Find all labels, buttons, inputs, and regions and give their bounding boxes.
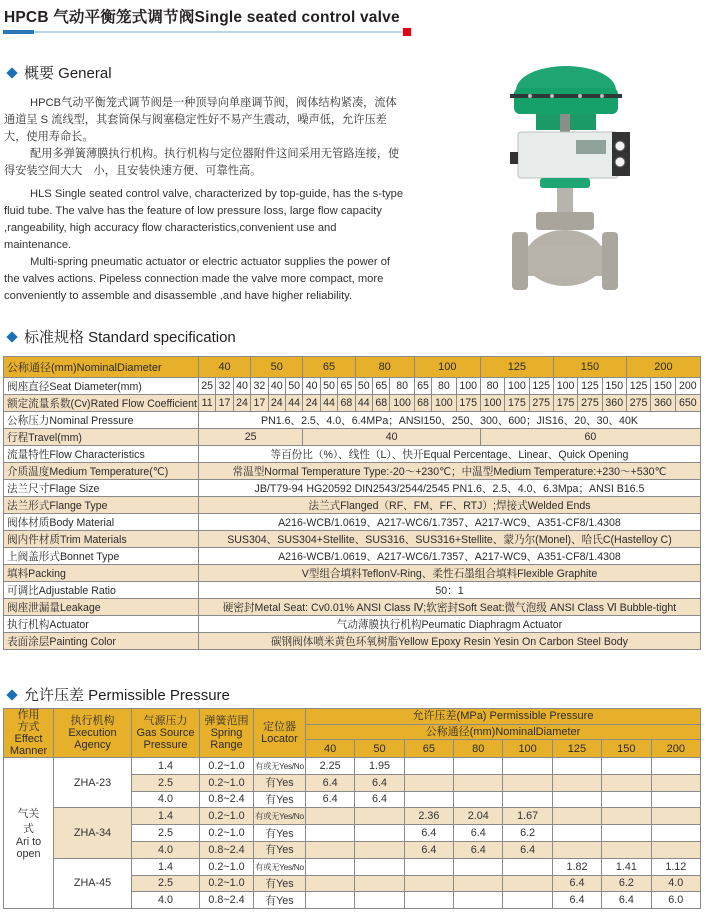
locator-cell: 有或无Yes/No <box>254 858 306 875</box>
cv-cell: 100 <box>390 395 414 412</box>
spec-row-rated-flow <box>4 395 701 412</box>
pressure-value-cell <box>306 858 355 875</box>
cv-cell: 360 <box>651 395 675 412</box>
pressure-value-cell <box>454 758 503 775</box>
cv-cell: 68 <box>338 395 355 412</box>
spec-value: 气动薄膜执行机构Peumatic Diaphragm Actuator <box>198 616 700 633</box>
cv-cell: 68 <box>414 395 431 412</box>
pressure-value-cell: 6.4 <box>552 892 601 909</box>
gas-source-cell: 2.5 <box>132 774 200 791</box>
spec-value: 常温型Normal Temperature Type:-20～+230℃；中温型Medium Temperature:+230～+530℃ <box>198 463 700 480</box>
pressure-value-cell: 1.82 <box>552 858 601 875</box>
diameter-header-cell: 125 <box>552 740 601 758</box>
pressure-value-cell <box>355 875 404 892</box>
pressure-value-cell: 1.41 <box>602 858 651 875</box>
pressure-value-cell <box>404 774 453 791</box>
general-cn-para-1: HPCB气动平衡笼式调节阀是一种顶导向单座调节阀，阀体结构紧凑，流体通道呈 S 流线型，其套筒保与阀塞稳定性好不易产生震动，噪声低，允许压差大，使用寿命长。 <box>4 97 397 143</box>
cv-cell: 175 <box>553 395 577 412</box>
pressure-value-cell: 1.95 <box>355 758 404 775</box>
control-valve-photo <box>500 62 640 302</box>
nominal-diameter-cell: 65 <box>303 357 355 378</box>
diameter-header-cell: 80 <box>454 740 503 758</box>
spec-row-flow-characteristics <box>4 446 701 463</box>
pressure-value-cell <box>454 774 503 791</box>
locator-cell: 有Yes <box>254 825 306 842</box>
gas-source-cell: 1.4 <box>132 758 200 775</box>
pressure-value-cell <box>602 825 651 842</box>
pressure-value-cell <box>404 858 453 875</box>
pressure-value-cell <box>552 808 601 825</box>
pressure-value-cell <box>552 791 601 808</box>
travel-cell: 25 <box>198 429 302 446</box>
cv-cell: 44 <box>320 395 337 412</box>
spec-row-bonnet-type <box>4 548 701 565</box>
cv-cell: 100 <box>432 395 456 412</box>
general-cn-text <box>4 95 404 180</box>
general-heading <box>5 62 112 83</box>
locator-cell: 有Yes <box>254 892 306 909</box>
gas-source-header: 气源压力 Gas Source Pressure <box>132 709 200 758</box>
pressure-value-cell <box>503 758 552 775</box>
page-title: HPCB 气动平衡笼式调节阀Single seated control valve <box>4 9 400 26</box>
seat-diameter-cell: 80 <box>480 378 504 395</box>
spec-heading-text: 标准规格 Standard specification <box>24 329 236 346</box>
execution-agency-cell: ZHA-23 <box>54 758 132 808</box>
spec-label: 表面涂层Painting Color <box>4 633 199 650</box>
spec-row-nominal-diameter <box>4 357 701 378</box>
spec-label: 执行机构Actuator <box>4 616 199 633</box>
pressure-value-cell <box>355 858 404 875</box>
spec-value: V型组合填料TeflonV-Ring、柔性石墨组合填料Flexible Graphite <box>198 565 700 582</box>
pressure-value-cell: 6.4 <box>602 892 651 909</box>
spring-range-cell: 0.2~1.0 <box>200 875 254 892</box>
travel-cell: 40 <box>303 429 480 446</box>
spec-row-adjustable-ratio <box>4 582 701 599</box>
flange-left-icon <box>512 232 528 290</box>
diameter-header-cell: 40 <box>306 740 355 758</box>
spec-label: 法兰尺寸Flage Size <box>4 480 199 497</box>
cv-cell: 24 <box>268 395 285 412</box>
spring-range-cell: 0.2~1.0 <box>200 825 254 842</box>
nominal-diameter-cell: 100 <box>414 357 480 378</box>
seat-diameter-cell: 125 <box>578 378 602 395</box>
perm-row <box>4 808 701 825</box>
spec-label: 介质温度Medium Temperature(℃) <box>4 463 199 480</box>
spec-row-nominal-pressure <box>4 412 701 429</box>
pressure-value-cell <box>306 808 355 825</box>
spring-range-cell: 0.8~2.4 <box>200 892 254 909</box>
cv-cell: 175 <box>505 395 529 412</box>
spring-range-cell: 0.2~1.0 <box>200 808 254 825</box>
spec-row-actuator <box>4 616 701 633</box>
cv-cell: 17 <box>251 395 268 412</box>
spec-label: 公称压力Nominal Pressure <box>4 412 199 429</box>
pressure-value-cell <box>651 774 700 791</box>
spec-label: 阀体材质Body Material <box>4 514 199 531</box>
gas-source-cell: 4.0 <box>132 892 200 909</box>
locator-cell: 有Yes <box>254 841 306 858</box>
spec-value: A216-WCB/1.0619、A217-WC6/1.7357、A217-WC9、A351-CF8/1.4308 <box>198 548 700 565</box>
pressure-value-cell <box>306 825 355 842</box>
spec-row-painting-color <box>4 633 701 650</box>
spec-row-flange-size <box>4 480 701 497</box>
spec-row-leakage <box>4 599 701 616</box>
pressure-value-cell: 6.4 <box>404 841 453 858</box>
locator-cell: 有或无Yes/No <box>254 808 306 825</box>
general-cn-para-2: 配用多弹簧薄膜执行机构。执行机构与定位器附件这间采用无管路连接，使得安装空间大大 小，且安装快速方便、可靠性高。 <box>4 148 400 177</box>
title-accent-red <box>403 28 411 36</box>
pressure-value-cell: 6.4 <box>355 791 404 808</box>
nominal-diameter-header: 公称通径(mm)NominalDiameter <box>306 724 701 740</box>
general-en-para-1: HLS Single seated control valve, characterized by top-guide, has the s-type fluid tube. The valve has the feature of low pressure loss, large flow capacity ,rangeability, high accuracy flow characteristics,convenient use and maintenance. <box>4 188 404 251</box>
seat-diameter-cell: 50 <box>285 378 302 395</box>
nominal-diameter-cell: 125 <box>480 357 553 378</box>
general-en-text <box>4 186 404 305</box>
diamond-bullet-icon <box>6 331 17 342</box>
seat-diameter-cell: 65 <box>338 378 355 395</box>
pressure-value-cell: 6.4 <box>306 791 355 808</box>
spring-range-cell: 0.8~2.4 <box>200 791 254 808</box>
spec-value: 50：1 <box>198 582 700 599</box>
seat-diameter-cell: 125 <box>529 378 553 395</box>
spec-label: 阀内件材质Trim Materials <box>4 531 199 548</box>
diameter-header-cell: 150 <box>602 740 651 758</box>
pressure-value-cell <box>651 758 700 775</box>
seat-diameter-cell: 32 <box>216 378 233 395</box>
pressure-value-cell: 6.2 <box>503 825 552 842</box>
spring-range-cell: 0.2~1.0 <box>200 774 254 791</box>
seat-diameter-cell: 32 <box>251 378 268 395</box>
spec-value: A216-WCB/1.0619、A217-WC6/1.7357、A217-WC9、A351-CF8/1.4308 <box>198 514 700 531</box>
seat-diameter-cell: 100 <box>505 378 529 395</box>
nominal-diameter-cell: 200 <box>626 357 700 378</box>
diameter-header-cell: 50 <box>355 740 404 758</box>
pressure-value-cell <box>651 841 700 858</box>
pressure-value-cell <box>552 758 601 775</box>
cv-cell: 360 <box>602 395 626 412</box>
seat-diameter-cell: 100 <box>456 378 480 395</box>
seat-diameter-cell: 40 <box>303 378 320 395</box>
diamond-bullet-icon <box>6 689 17 700</box>
spec-heading <box>5 326 236 347</box>
seat-diameter-cell: 25 <box>198 378 215 395</box>
seat-diameter-cell: 50 <box>320 378 337 395</box>
spring-range-cell: 0.2~1.0 <box>200 758 254 775</box>
spec-value: 等百份比（%）、线性（L）、快开Equal Percentage、Linear、Quick Opening <box>198 446 700 463</box>
pressure-value-cell: 2.25 <box>306 758 355 775</box>
gas-source-cell: 1.4 <box>132 808 200 825</box>
pressure-value-cell <box>355 892 404 909</box>
pressure-value-cell <box>355 825 404 842</box>
spec-label: 填料Packing <box>4 565 199 582</box>
pressure-value-cell <box>602 791 651 808</box>
seat-diameter-cell: 125 <box>626 378 650 395</box>
pressure-value-cell <box>552 841 601 858</box>
seat-diameter-cell: 150 <box>651 378 675 395</box>
seat-diameter-cell: 50 <box>355 378 372 395</box>
general-en-para-2: Multi-spring pneumatic actuator or electric actuator supplies the power of the valves actions. Pipeless connection made the valve more compact, more conveniently to assemble and disassemble ,and have higher reliability. <box>4 256 391 302</box>
locator-cell: 有或无Yes/No <box>254 758 306 775</box>
pressure-value-cell <box>404 892 453 909</box>
pressure-value-cell <box>503 892 552 909</box>
pressure-value-cell <box>306 875 355 892</box>
pressure-value-cell <box>454 875 503 892</box>
pressure-value-cell <box>503 858 552 875</box>
perm-row <box>4 758 701 775</box>
pressure-value-cell: 2.04 <box>454 808 503 825</box>
title-underline <box>3 31 407 33</box>
pressure-value-cell <box>602 841 651 858</box>
spec-value: 法兰式Flanged（RF、FM、FF、RTJ）;焊接式Welded Ends <box>198 497 700 514</box>
seat-diameter-cell: 65 <box>414 378 431 395</box>
seat-diameter-cell: 150 <box>602 378 626 395</box>
cv-cell: 24 <box>303 395 320 412</box>
pressure-value-cell <box>404 758 453 775</box>
spec-label: 法兰形式Flange Type <box>4 497 199 514</box>
spec-value: 硬密封Metal Seat: Cv0.01% ANSI Class Ⅳ;软密封Soft Seat:微气泡级 ANSI Class Ⅵ Bubble-tight <box>198 599 700 616</box>
locator-cell: 有Yes <box>254 774 306 791</box>
pressure-value-cell <box>454 791 503 808</box>
spec-value: PN1.6、2.5、4.0、6.4MPa；ANSI150、250、300、600；JIS16、20、30、40K <box>198 412 700 429</box>
positioner-icon <box>518 132 618 178</box>
pressure-value-cell: 6.4 <box>552 875 601 892</box>
pressure-value-cell <box>404 791 453 808</box>
spec-row-medium-temperature <box>4 463 701 480</box>
spec-row-body-material <box>4 514 701 531</box>
spec-label: 阀座泄漏量Leakage <box>4 599 199 616</box>
spec-row-flange-type <box>4 497 701 514</box>
diameter-header-cell: 100 <box>503 740 552 758</box>
pressure-value-cell: 6.4 <box>355 774 404 791</box>
execution-agency-cell: ZHA-45 <box>54 858 132 908</box>
title-accent-blue <box>3 30 34 34</box>
permissible-heading <box>5 684 230 705</box>
diamond-bullet-icon <box>6 67 17 78</box>
spec-label: 阀座直径Seat Diameter(mm) <box>4 378 199 395</box>
seat-diameter-cell: 40 <box>268 378 285 395</box>
pressure-value-cell: 6.2 <box>602 875 651 892</box>
perm-row <box>4 858 701 875</box>
spec-value: SUS304、SUS304+Stellite、SUS316、SUS316+Stellite、蒙乃尔(Monel)、哈氏C(Hastelloy C) <box>198 531 700 548</box>
gas-source-cell: 4.0 <box>132 791 200 808</box>
pressure-value-cell <box>503 875 552 892</box>
diameter-header-cell: 200 <box>651 740 700 758</box>
gas-source-cell: 2.5 <box>132 825 200 842</box>
spec-value: JB/T79-94 HG20592 DIN2543/2544/2545 PN1.6、2.5、4.0、6.3Mpa；ANSI B16.5 <box>198 480 700 497</box>
effect-manner-cell: 气关 式 Ari to open <box>4 758 54 909</box>
pressure-value-cell <box>454 892 503 909</box>
nominal-diameter-cell: 40 <box>198 357 250 378</box>
pressure-value-cell <box>306 892 355 909</box>
permissible-title-header: 允许压差(MPa) Permissible Pressure <box>306 709 701 725</box>
pressure-value-cell <box>602 758 651 775</box>
cv-cell: 24 <box>233 395 250 412</box>
execution-agency-cell: ZHA-34 <box>54 808 132 858</box>
cv-cell: 100 <box>480 395 504 412</box>
locator-cell: 有Yes <box>254 875 306 892</box>
seat-diameter-cell: 80 <box>432 378 456 395</box>
spec-row-packing <box>4 565 701 582</box>
pressure-value-cell <box>306 841 355 858</box>
locator-header: 定位器 Locator <box>254 709 306 758</box>
spec-label: 公称通径(mm)NominalDiameter <box>4 357 199 378</box>
execution-agency-header: 执行机构 Execution Agency <box>54 709 132 758</box>
pressure-value-cell: 2.36 <box>404 808 453 825</box>
nominal-diameter-cell: 50 <box>251 357 303 378</box>
cv-cell: 175 <box>456 395 480 412</box>
pressure-value-cell <box>355 841 404 858</box>
seat-diameter-cell: 100 <box>553 378 577 395</box>
spring-range-cell: 0.8~2.4 <box>200 841 254 858</box>
pressure-value-cell <box>651 808 700 825</box>
pressure-value-cell <box>503 791 552 808</box>
nominal-diameter-cell: 150 <box>553 357 626 378</box>
cv-cell: 17 <box>216 395 233 412</box>
pressure-value-cell: 6.4 <box>306 774 355 791</box>
cv-cell: 44 <box>355 395 372 412</box>
cv-cell: 275 <box>578 395 602 412</box>
cv-cell: 275 <box>626 395 650 412</box>
locator-cell: 有Yes <box>254 791 306 808</box>
gas-source-cell: 4.0 <box>132 841 200 858</box>
spec-label: 上阀盖形式Bonnet Type <box>4 548 199 565</box>
pressure-value-cell: 1.67 <box>503 808 552 825</box>
seat-diameter-cell: 200 <box>675 378 700 395</box>
pressure-value-cell <box>602 808 651 825</box>
permissible-pressure-table <box>3 708 701 909</box>
diameter-header-cell: 65 <box>404 740 453 758</box>
nominal-diameter-cell: 80 <box>355 357 414 378</box>
travel-cell: 60 <box>480 429 700 446</box>
seat-diameter-cell: 40 <box>233 378 250 395</box>
cv-cell: 275 <box>529 395 553 412</box>
spec-label: 额定流量系数(Cv)Rated Flow Coefficient <box>4 395 199 412</box>
effect-manner-header: 作用 方式 Effect Manner <box>4 709 54 758</box>
spring-range-cell: 0.2~1.0 <box>200 858 254 875</box>
spec-value: 碳钢阀体喷米黄色环氧树脂Yellow Epoxy Resin Yesin On Carbon Steel Body <box>198 633 700 650</box>
gas-source-cell: 1.4 <box>132 858 200 875</box>
pressure-value-cell: 1.12 <box>651 858 700 875</box>
spring-range-header: 弹簧范围 Spring Range <box>200 709 254 758</box>
spec-row-travel <box>4 429 701 446</box>
pressure-value-cell <box>404 875 453 892</box>
pressure-value-cell <box>454 858 503 875</box>
pressure-value-cell <box>552 825 601 842</box>
spec-label: 可调比Adjustable Ratio <box>4 582 199 599</box>
pressure-value-cell <box>552 774 601 791</box>
gas-source-cell: 2.5 <box>132 875 200 892</box>
pressure-value-cell: 6.4 <box>454 841 503 858</box>
cv-cell: 68 <box>373 395 390 412</box>
flange-right-icon <box>602 232 618 290</box>
spec-label: 行程Travel(mm) <box>4 429 199 446</box>
cv-cell: 44 <box>285 395 302 412</box>
pressure-value-cell: 4.0 <box>651 875 700 892</box>
standard-spec-table <box>3 356 701 650</box>
spec-row-seat-diameter <box>4 378 701 395</box>
pressure-value-cell: 6.0 <box>651 892 700 909</box>
pressure-value-cell: 6.4 <box>503 841 552 858</box>
cv-cell: 11 <box>198 395 215 412</box>
pressure-value-cell <box>355 808 404 825</box>
general-heading-text: 概要 General <box>24 65 112 82</box>
permissible-heading-text: 允许压差 Permissible Pressure <box>24 687 230 704</box>
pressure-value-cell <box>651 825 700 842</box>
seat-diameter-cell: 80 <box>390 378 414 395</box>
pressure-value-cell <box>651 791 700 808</box>
spec-label: 流量特性Flow Characteristics <box>4 446 199 463</box>
seat-diameter-cell: 65 <box>373 378 390 395</box>
pressure-value-cell: 6.4 <box>454 825 503 842</box>
pressure-value-cell <box>602 774 651 791</box>
cv-cell: 650 <box>675 395 700 412</box>
pressure-value-cell: 6.4 <box>404 825 453 842</box>
pressure-value-cell <box>503 774 552 791</box>
perm-header-row-1 <box>4 709 701 725</box>
spec-row-trim-materials <box>4 531 701 548</box>
